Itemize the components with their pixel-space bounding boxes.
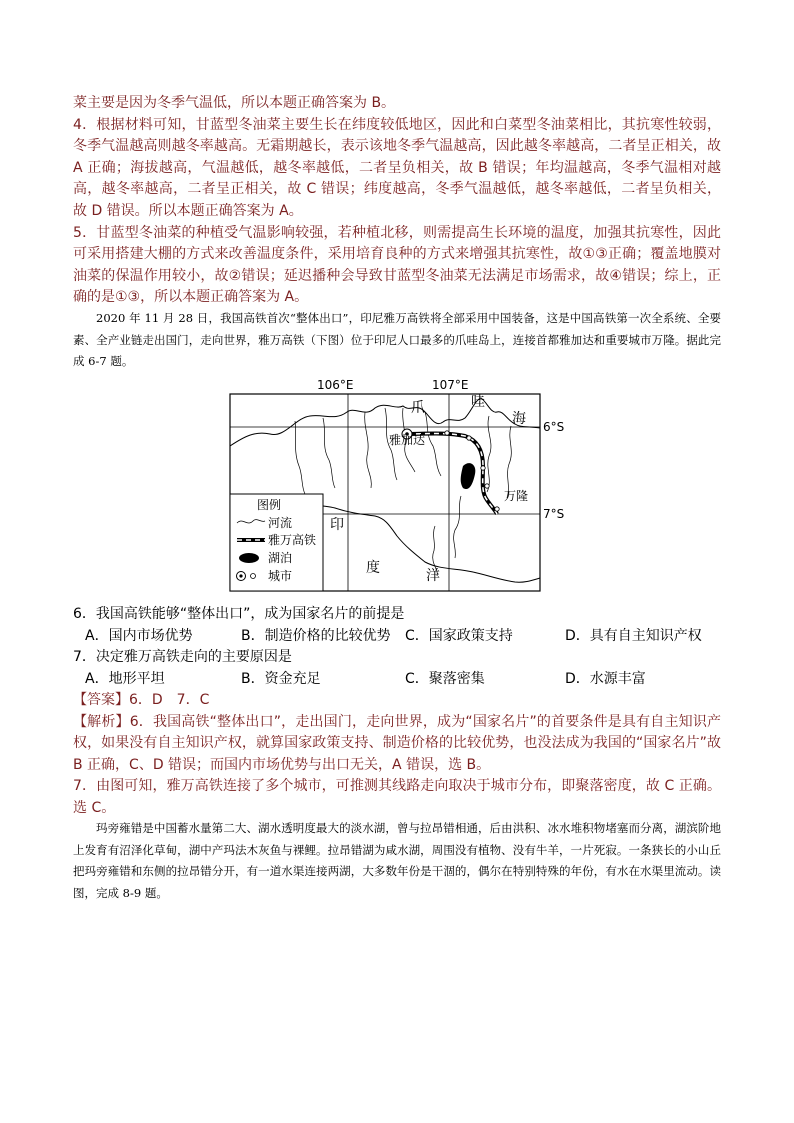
- city-marker: [445, 431, 449, 435]
- label-wa: 哇: [471, 394, 485, 410]
- stem-text: 2020 年 11 月 28 日，我国高铁首次“整体出口”，印尼雅万高铁将全部采用中国装备，这是中国高铁第一次全系统、全要素、全产业链走出国门，走向世界，雅万高铁（下图）位于印尼人口最多的爪哇岛上，连接首都雅加达和重要城市万隆。据此完成 6-7 题。: [73, 311, 721, 369]
- lat-label-7s: 7°S: [543, 507, 565, 521]
- option-c[interactable]: C．国家政策支持: [405, 627, 513, 644]
- question-7: [73, 647, 733, 690]
- legend-lake: 湖泊: [268, 551, 293, 565]
- analysis-text-6: 6．我国高铁“整体出口”，走出国门，走向世界，成为“国家名片”的首要条件是具有自主知识产权，如果没有自主知识产权，就算国家政策支持、制造价格的比较优势，也没法成为我国的“国家名片”故 B 正确，C、D 错误；而国内市场优势与出口无关，A 错误，选 B。: [73, 713, 721, 773]
- label-yang: 洋: [426, 568, 440, 584]
- analysis-paragraph: 7．由图可知，雅万高铁连接了多个城市，可推测其线路走向取决于城市分布，即聚落密度，故 C 正确。选 C。: [73, 778, 721, 816]
- options: [73, 626, 733, 648]
- legend-title: 图例: [257, 498, 282, 512]
- question-stem: 7．决定雅万高铁走向的主要原因是: [73, 649, 292, 665]
- question-stem-8-9: [73, 818, 721, 904]
- answer-paragraph: 菜主要是因为冬季气温低，所以本题正确答案为 B。: [73, 95, 396, 111]
- answer-paragraph: 5．甘蓝型冬油菜的种植受气温影响较强，若种植北移，则需提高生长环境的温度，加强其抗寒性，因此可采用搭建大棚的方式来改善温度条件，采用培育良种的方式来增强其抗寒性，故①③正确；覆盖地膜对油菜的保温作用较小，故②错误；延迟播种会导致甘蓝型冬油菜无法满足市场需求，故④错误；综上，正确的是①③，所以本题正确答案为 A。: [73, 224, 721, 306]
- lake-legend-icon: [239, 553, 259, 563]
- question-stem: 6．我国高铁能够“整体出口”，成为国家名片的前提是: [73, 606, 405, 622]
- answer-block: [73, 690, 721, 820]
- map-figure: [225, 376, 585, 596]
- previous-answer-explanation: [73, 93, 721, 309]
- option-b[interactable]: B．资金充足: [241, 670, 321, 687]
- question-6: [73, 604, 733, 647]
- label-bandung: 万隆: [504, 489, 529, 503]
- option-d[interactable]: D．具有自主知识产权: [565, 627, 702, 644]
- answer-line: [73, 690, 721, 712]
- answer-paragraph: 4．根据材料可知，甘蓝型冬油菜主要生长在纬度较低地区，因此和白菜型冬油菜相比，其抗寒性较弱，冬季气温越高则越冬率越高。无霜期越长，表示该地冬季气温越高，因此越冬率越高，二者呈正相关，故 A 正确；海拔越高，气温越低，越冬率越低，二者呈负相关，故 B 错误；年均温越高，冬季气温相对越高，越冬率越高，二者呈正相关，故 C 错误；纬度越高，冬季气温越低，越冬率越低，二者呈负相关，故 D 错误。所以本题正确答案为 A。: [73, 116, 721, 219]
- city-marker: [467, 436, 471, 440]
- lon-label-107: 107°E: [432, 378, 469, 392]
- legend-river: 河流: [268, 516, 293, 530]
- label-jakarta: 雅加达: [389, 433, 426, 447]
- city-marker: [495, 507, 499, 511]
- label-hai: 海: [512, 411, 526, 427]
- lat-label-6s: 6°S: [543, 420, 565, 434]
- analysis-paragraph: [73, 712, 721, 777]
- lon-label-106: 106°E: [317, 378, 354, 392]
- label-zhua: 爪: [411, 400, 425, 416]
- city-marker: [481, 466, 485, 470]
- option-b[interactable]: B．制造价格的比较优势: [241, 627, 391, 644]
- label-du: 度: [366, 560, 380, 576]
- map-legend: [230, 494, 323, 591]
- legend-city: 城市: [268, 569, 293, 583]
- legend-railway: 雅万高铁: [268, 533, 317, 547]
- option-a[interactable]: A．地形平坦: [85, 670, 165, 687]
- options: [73, 669, 733, 691]
- label-yin: 印: [330, 517, 344, 533]
- question-stem-6-7: [73, 308, 721, 373]
- stem-text: 玛旁雍错是中国蓄水量第二大、湖水透明度最大的淡水湖，曾与拉昂错相通，后由洪积、冰水堆积物堵塞而分离，湖滨阶地上发育有沼泽化草甸，湖中产玛法木灰鱼与裸鲤。拉昂错湖为咸水湖，周围没有植物、没有牛羊，一片死寂。一条狭长的小山丘把玛旁雍错和东侧的拉昂错分开，有一道水渠连接两湖，大多数年份是干涸的，偶尔在特别特殊的年份，有水在水渠里流动。读图，完成 8-9 题。: [73, 821, 721, 900]
- option-d[interactable]: D．水源丰富: [565, 670, 646, 687]
- option-c[interactable]: C．聚落密集: [405, 670, 485, 687]
- answer-label: 【答案】: [73, 692, 129, 708]
- option-a[interactable]: A．国内市场优势: [85, 627, 193, 644]
- yawan-railway-map: [225, 376, 585, 596]
- city-marker: [485, 484, 489, 488]
- analysis-label: 【解析】: [73, 713, 130, 730]
- answer-text: 6．D 7．C: [129, 692, 210, 708]
